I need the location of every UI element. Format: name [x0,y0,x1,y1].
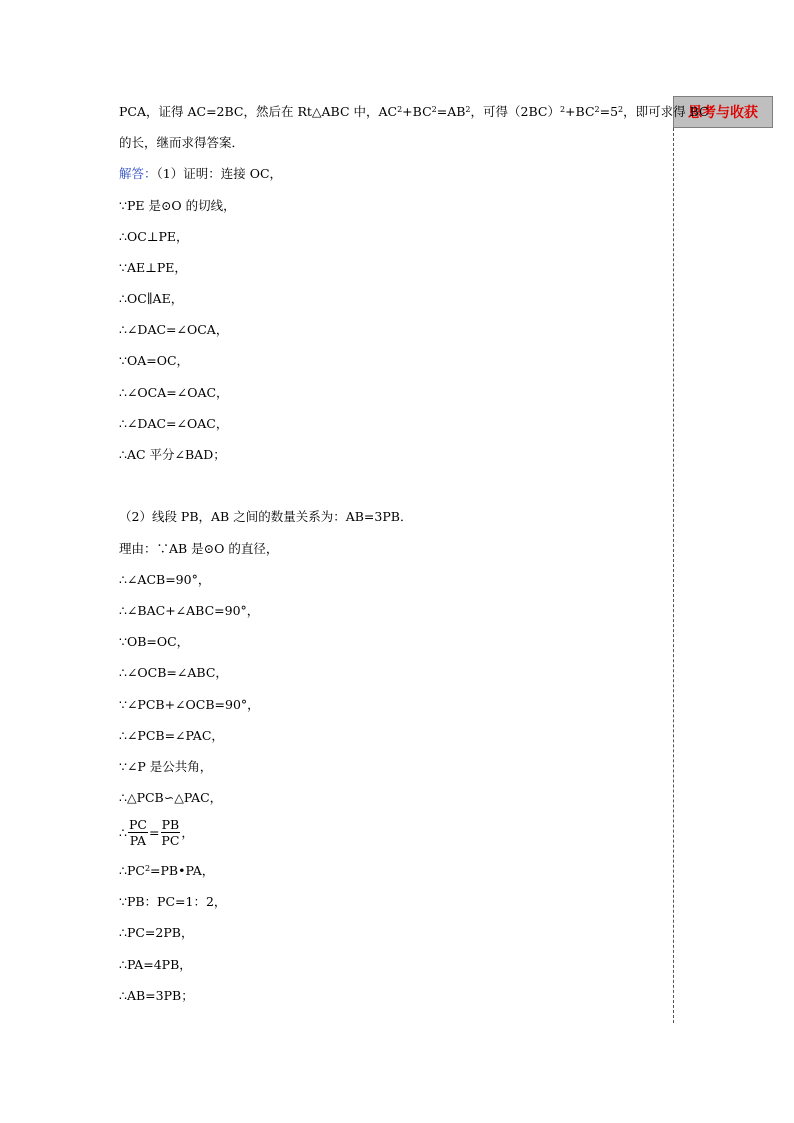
proof-line-12: ∴AC 平分∠BAD； [119,447,226,462]
part2-line-20: ∴∠PCB=∠PAC， [119,728,224,743]
ratio-equation-line: ∴ $\frac{PC}{PA}$ = $\frac{PB}{PC}$ ， [119,817,194,848]
part2-line-16: ∴∠BAC+∠ABC=90°， [119,603,260,618]
proof-line-9: ∵OA=OC， [119,353,190,368]
answer-line-1: 解答：（1）证明：连接 OC， [119,166,283,181]
part2-line-28: ∴AB=3PB； [119,988,194,1003]
part2-line-26: ∴PC=2PB， [119,925,194,940]
part2-line-25: ∵PB：PC=1：2， [119,894,227,909]
answer-label: 解答： [119,166,157,181]
part2-line-17: ∵OB=OC， [119,634,190,649]
proof-line-10: ∴∠OCA=∠OAC， [119,385,229,400]
part2-line-14: 理由：∵AB 是⊙O 的直径， [119,541,279,556]
proof-line-4: ∵PE 是⊙O 的切线， [119,198,236,213]
proof-line-7: ∴OC∥AE， [119,291,184,306]
proof-line-8: ∴∠DAC=∠OCA， [119,322,229,337]
proof-line-11: ∴∠DAC=∠OAC， [119,416,229,431]
analysis-line-2: 的长，继而求得答案． [119,135,245,150]
sidebox-title: 思考与收获 [688,105,758,121]
proof-line-6: ∵AE⊥PE， [119,260,187,275]
part2-line-21: ∵∠P 是公共角， [119,759,213,774]
fraction-pc-over-pa: $\frac{PC}{PA}$ [128,817,147,848]
part2-line-13: （2）线段 PB，AB 之间的数量关系为：AB=3PB． [119,509,413,524]
analysis-line-1: PCA，证得 AC=2BC，然后在 Rt△ABC 中，$AC^2+BC^2=AB^2$，可得$(2BC)^2+BC^2=5^2$，即可求得 BC [119,104,709,119]
part2-line-24: $\therefore PC^2=PB•PA$， [119,863,215,878]
part2-line-27: ∴PA=4PB， [119,957,192,972]
proof-line-5: ∴OC⊥PE， [119,229,189,244]
part2-line-18: ∴∠OCB=∠ABC， [119,665,228,680]
part2-line-15: ∴∠ACB=90°， [119,572,211,587]
fraction-pb-over-pc: $\frac{PB}{PC}$ [161,817,180,848]
part2-line-19: ∵∠PCB+∠OCB=90°， [119,697,260,712]
part2-line-22: ∴△PCB∽△PAC， [119,790,223,805]
sidebar-dashed-divider [673,128,674,1023]
